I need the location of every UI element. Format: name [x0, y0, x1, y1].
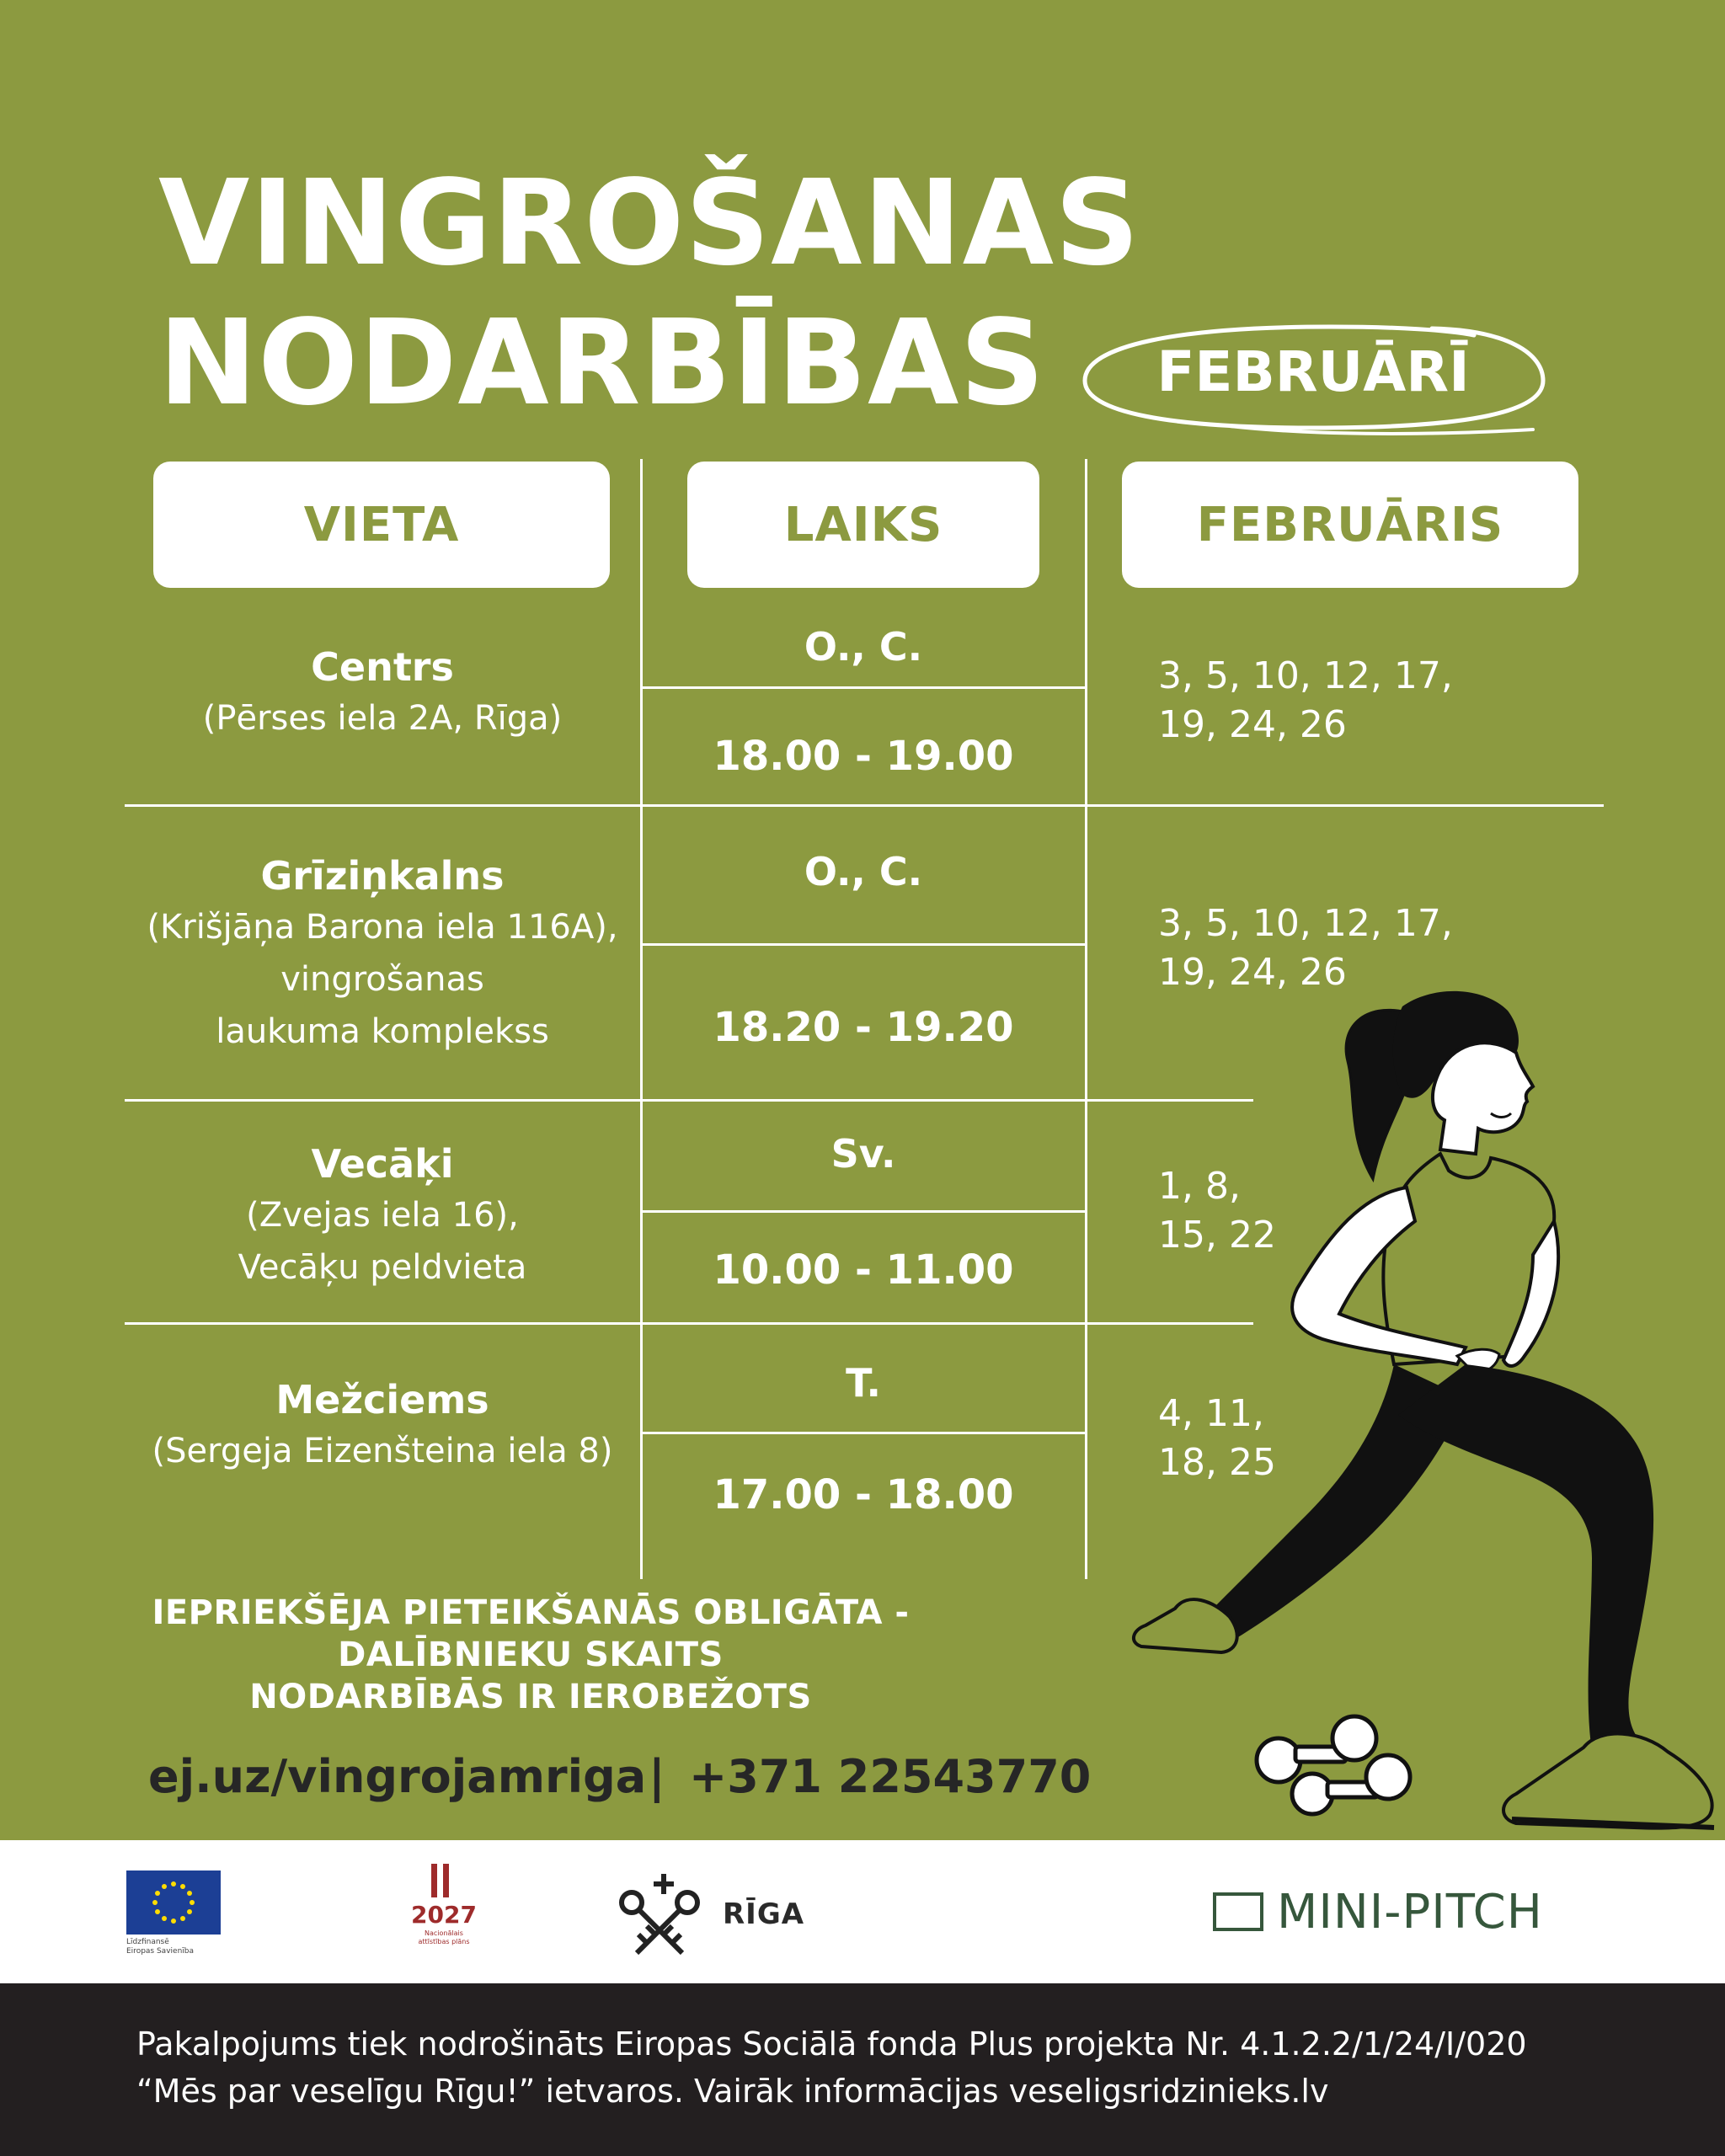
nap-caption	[398, 1929, 490, 1946]
days-label: O., C.	[804, 849, 923, 894]
time-label: 18.20 - 19.20	[713, 1004, 1014, 1051]
days-label: T.	[846, 1360, 881, 1406]
nap-year: 2027	[411, 1901, 477, 1929]
location-address: Vecāķu peldvieta	[238, 1248, 527, 1287]
dates-line: 3, 5, 10, 12, 17,	[1158, 902, 1453, 945]
header-time: LAIKS	[687, 462, 1039, 588]
registration-notice	[152, 1592, 910, 1718]
location-cell	[125, 1374, 640, 1477]
location-address: vingrošanas	[280, 960, 484, 999]
divider-time-3	[642, 1210, 1085, 1213]
riga-coat-of-arms-icon	[613, 1869, 706, 1961]
location-address: (Pērses iela 2A, Rīga)	[202, 699, 563, 738]
time-label: 10.00 - 11.00	[713, 1246, 1014, 1294]
header-place: VIETA	[153, 462, 610, 588]
divider-row-3	[125, 1322, 1253, 1325]
footer-line: “Mēs par veselīgu Rīgu!” ietvaros. Vairāk informācijas veseligsridzinieks.lv	[136, 2073, 1329, 2110]
phone-number[interactable]: +371 22543770	[689, 1750, 1092, 1803]
dates-line: 3, 5, 10, 12, 17,	[1158, 654, 1453, 697]
dates-line: 4, 11,	[1158, 1392, 1264, 1435]
title-line-1: VINGROŠANAS	[158, 155, 1140, 292]
eu-caption-line: Eiropas Savienība	[126, 1947, 194, 1956]
contact-separator: |	[649, 1750, 665, 1803]
nap-bars-icon	[428, 1864, 453, 1897]
footer	[0, 1983, 1725, 2156]
divider-row-2	[125, 1099, 1253, 1102]
dates-line: 19, 24, 26	[1158, 951, 1347, 994]
mini-pitch-logo	[1213, 1892, 1263, 1931]
dates-list	[1158, 652, 1453, 750]
footer-text	[136, 2020, 1653, 2115]
location-name: Vecāķi	[311, 1141, 454, 1187]
dates-line: 19, 24, 26	[1158, 703, 1347, 746]
month-label: FEBRUĀRĪ	[1156, 339, 1470, 404]
divider-time-4	[642, 1432, 1085, 1434]
registration-link[interactable]: ej.uz/vingrojamriga	[148, 1750, 647, 1803]
location-name: Mežciems	[275, 1377, 489, 1422]
divider-row-1	[125, 804, 1604, 807]
notice-line: IEPRIEKŠĒJA PIETEIKŠANĀS OBLIGĀTA -	[152, 1593, 910, 1632]
divider-time-1	[642, 686, 1085, 689]
location-name: Centrs	[311, 644, 454, 690]
days-label: O., C.	[804, 624, 923, 670]
location-address: (Krišjāņa Barona iela 116A),	[147, 908, 618, 947]
notice-line: DALĪBNIEKU SKAITS	[338, 1636, 724, 1674]
dates-line: 15, 22	[1158, 1214, 1276, 1257]
mini-pitch-label: MINI-PITCH	[1277, 1885, 1543, 1940]
location-address: laukuma komplekss	[216, 1012, 549, 1051]
location-cell	[125, 851, 640, 1058]
nap-caption-line: attīstības plāns	[418, 1938, 470, 1945]
header-month: FEBRUĀRIS	[1122, 462, 1578, 588]
time-label: 17.00 - 18.00	[713, 1471, 1014, 1518]
eu-flag-icon	[126, 1870, 221, 1935]
location-cell	[125, 642, 640, 744]
footer-line: Pakalpojums tiek nodrošināts Eiropas Sociālā fonda Plus projekta Nr. 4.1.2.2/1/24/I/020	[136, 2025, 1527, 2063]
dates-line: 1, 8,	[1158, 1165, 1241, 1208]
dumbbells-icon	[1253, 1710, 1439, 1819]
notice-line: NODARBĪBĀS IR IEROBEŽOTS	[249, 1678, 812, 1716]
location-address: (Zvejas iela 16),	[246, 1196, 519, 1235]
eu-caption-line: Līdzfinansē	[126, 1938, 169, 1946]
days-label: Sv.	[830, 1131, 896, 1177]
location-name: Grīziņkalns	[260, 853, 505, 899]
nap-caption-line: Nacionālais	[425, 1929, 463, 1937]
logo-strip	[0, 1840, 1725, 1983]
eu-caption	[126, 1938, 236, 1956]
divider-time-2	[642, 943, 1085, 946]
location-address: (Sergeja Eizenšteina iela 8)	[152, 1432, 613, 1470]
location-cell	[125, 1139, 640, 1294]
time-label: 18.00 - 19.00	[713, 733, 1014, 780]
riga-label: RĪGA	[723, 1897, 805, 1931]
divider-vertical-2	[1085, 459, 1087, 1579]
dates-line: 18, 25	[1158, 1441, 1276, 1484]
title-line-2: NODARBĪBAS	[158, 295, 1046, 432]
